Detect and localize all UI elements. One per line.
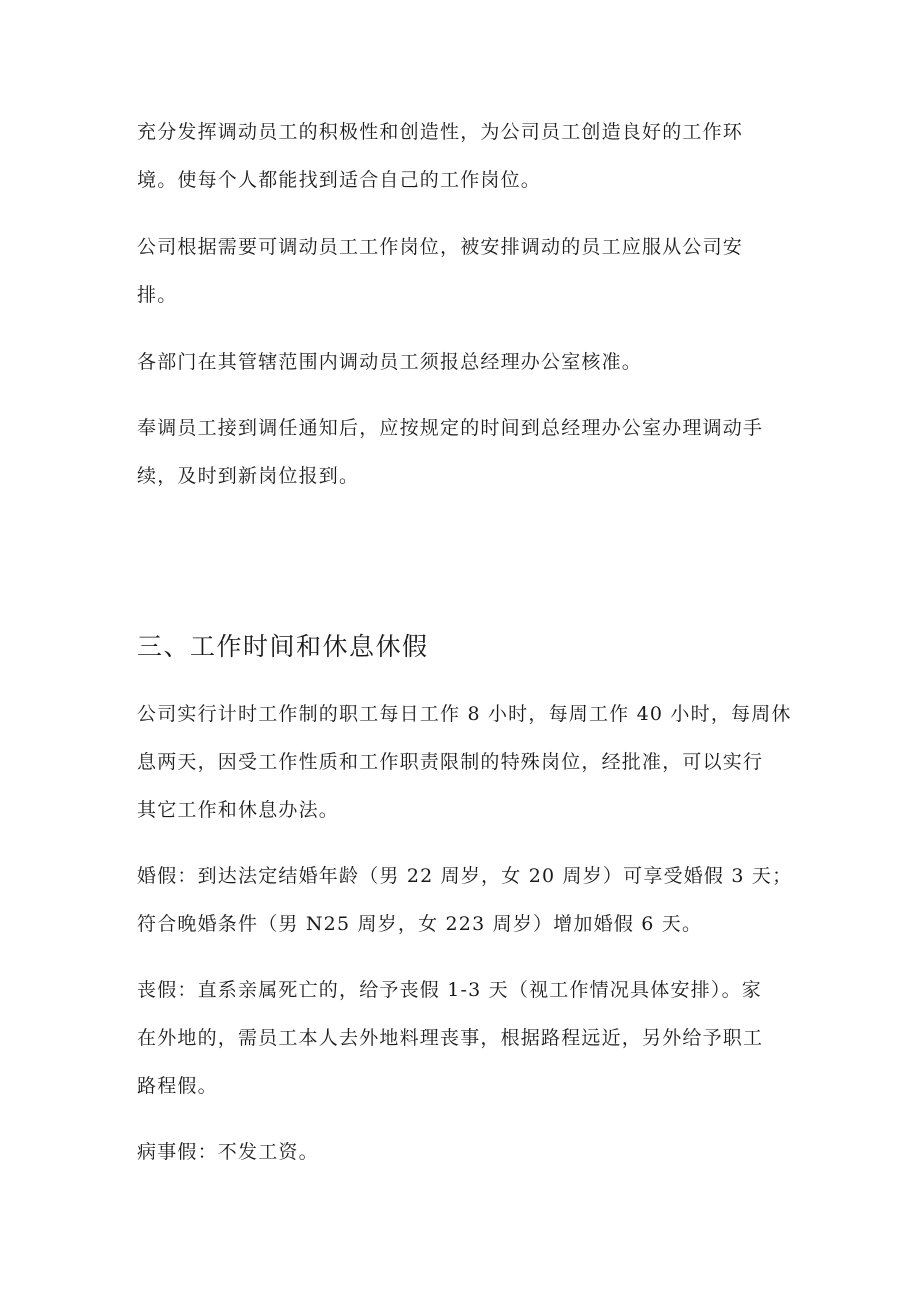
paragraph-working-hours [137, 690, 792, 834]
paragraph-line: 境。使每个人都能找到适合自己的工作岗位。 [137, 169, 542, 191]
paragraph-line: 充分发挥调动员工的积极性和创造性，为公司员工创造良好的工作环 [137, 121, 744, 143]
paragraph-sick-leave [137, 1128, 787, 1176]
paragraph-line: 其它工作和休息办法。 [137, 799, 340, 821]
paragraph-transfer-approval [137, 338, 787, 386]
paragraph-line: 奉调员工接到调任通知后，应按规定的时间到总经理办公室办理调动手 [137, 417, 764, 439]
paragraph-line: 丧假：直系亲属死亡的，给予丧假 1-3 天（视工作情况具体安排）。家 [137, 979, 762, 1001]
paragraph-line: 在外地的，需员工本人去外地料理丧事，根据路程远近，另外给予职工 [137, 1027, 764, 1049]
paragraph-line: 排。 [137, 284, 178, 306]
paragraph-bereavement-leave [137, 966, 787, 1110]
paragraph-line: 公司实行计时工作制的职工每日工作 8 小时，每周工作 40 小时，每周休 [137, 703, 792, 725]
paragraph-line: 公司根据需要可调动员工工作岗位，被安排调动的员工应服从公司安 [137, 236, 744, 258]
section-heading: 三、工作时间和休息休假 [137, 632, 429, 661]
paragraph-transfer-obey [137, 223, 787, 319]
paragraph-transfer-procedure [137, 404, 787, 500]
paragraph-line: 路程假。 [137, 1075, 218, 1097]
paragraph-line: 各部门在其管辖范围内调动员工须报总经理办公室核准。 [137, 351, 643, 373]
paragraph-line: 婚假：到达法定结婚年龄（男 22 周岁，女 20 周岁）可享受婚假 3 天； [137, 865, 793, 887]
paragraph-line: 病事假：不发工资。 [137, 1141, 319, 1163]
paragraph-line: 续，及时到新岗位报到。 [137, 465, 360, 487]
paragraph-marriage-leave [137, 852, 793, 948]
paragraph-line: 符合晚婚条件（男 N25 周岁，女 223 周岁）增加婚假 6 天。 [137, 913, 703, 935]
paragraph-transfer-purpose [137, 108, 787, 204]
paragraph-line: 息两天，因受工作性质和工作职责限制的特殊岗位，经批准，可以实行 [137, 751, 764, 773]
